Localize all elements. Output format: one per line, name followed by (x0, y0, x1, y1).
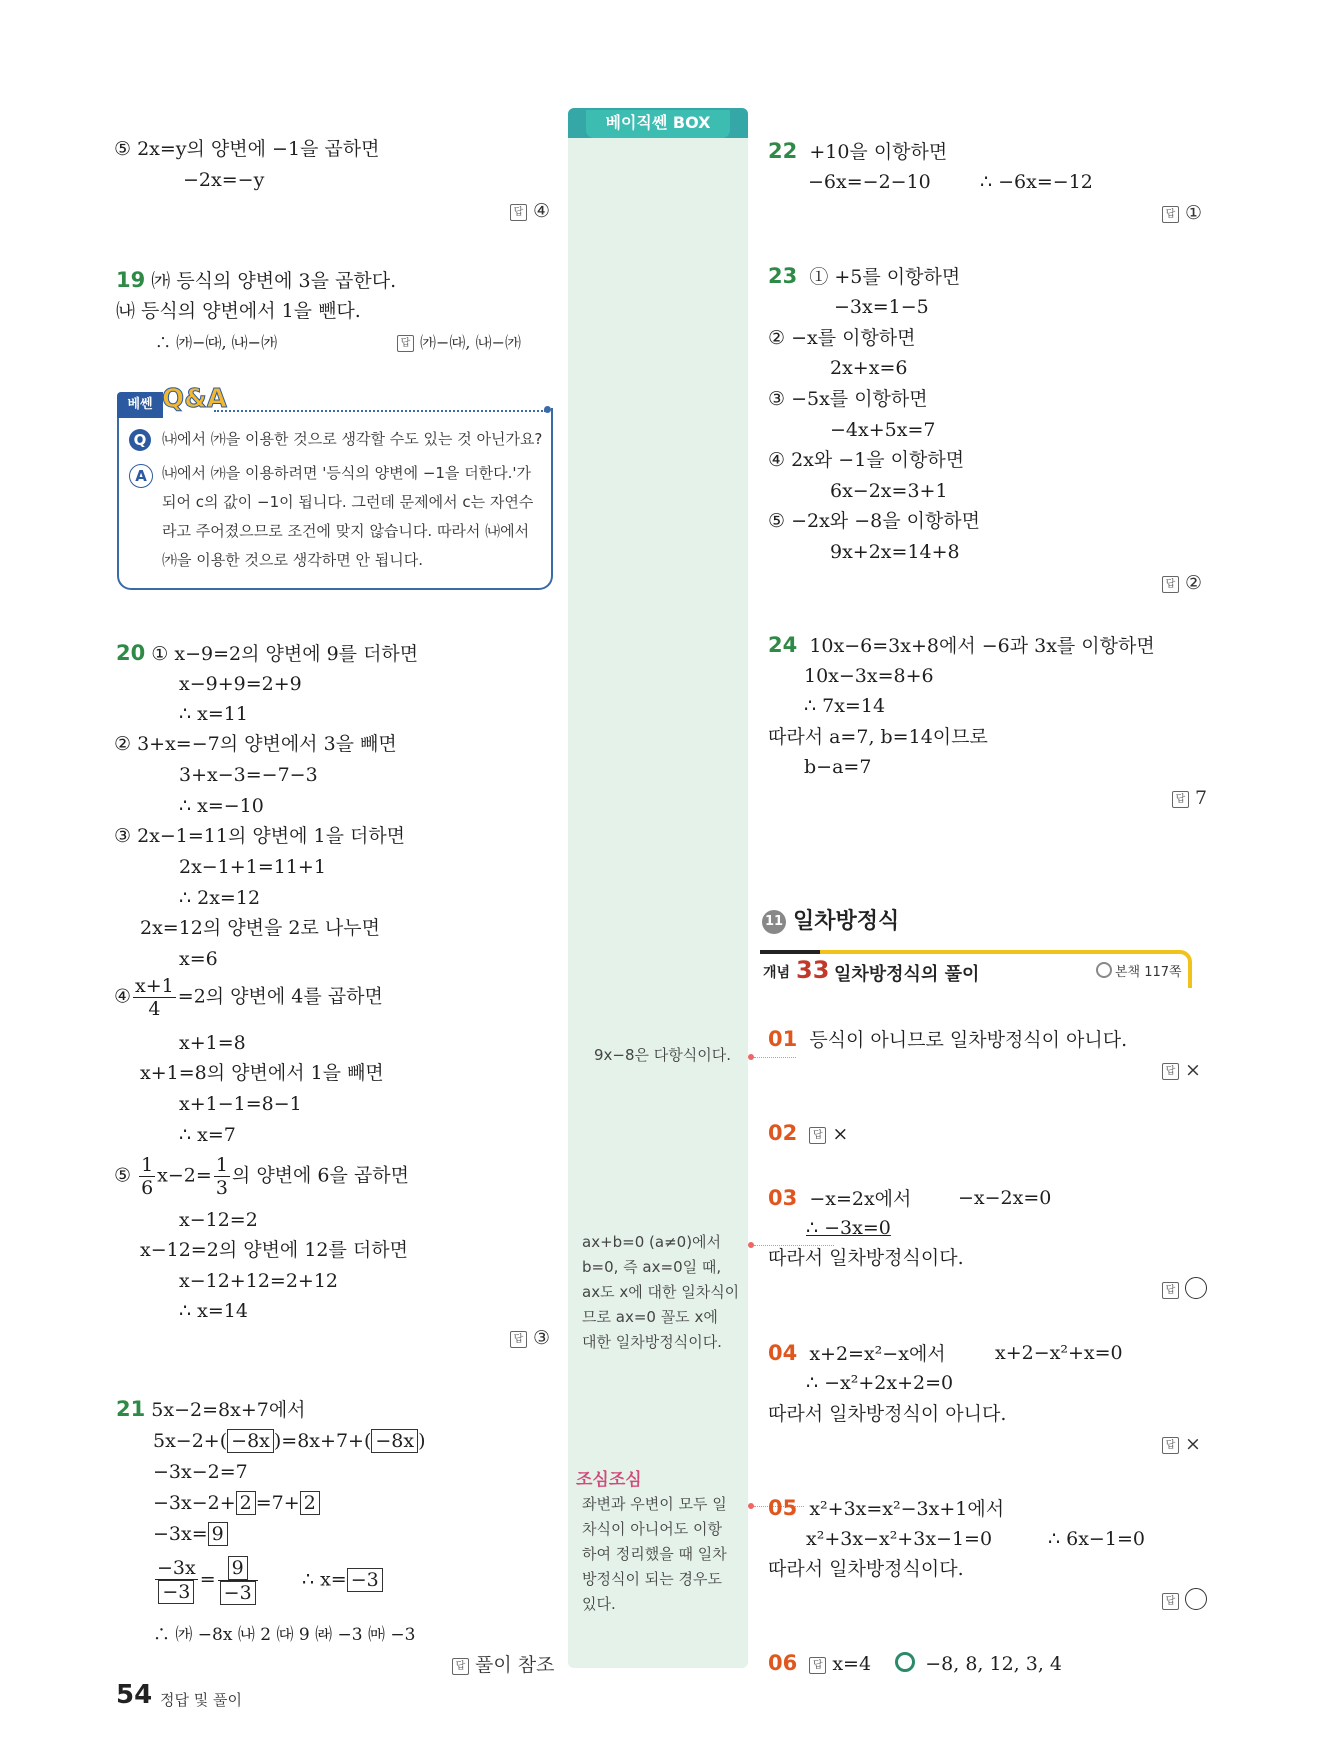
p20-line19: x−12=2의 양변에 12를 더하면 (140, 1239, 408, 1261)
p21-line2: 5x−2+( −8x )=8x+7+( −8x ) (153, 1430, 426, 1452)
p23-line1: 23 ① +5를 이항하면 (768, 264, 961, 288)
q03-line1: 03 −x=2x에서 (768, 1186, 912, 1210)
side-note-column (568, 108, 748, 1668)
q05-answer (1162, 1587, 1207, 1613)
p21-line4: −3x−2+ 2 =7+ 2 (153, 1490, 320, 1516)
p22-line2: −6x=−2−10 (808, 171, 931, 193)
qa-answer-line2: 되어 c의 값이 −1이 됩니다. 그런데 문제에서 c는 자연수 (162, 493, 534, 511)
q01-answer: 답 × (1162, 1057, 1201, 1083)
q03-line2: ∴ −3x=0 (806, 1217, 891, 1239)
p18-line2: −2x=−y (183, 169, 265, 191)
q04-line3: 따라서 일차방정식이 아니다. (768, 1403, 1007, 1425)
q05-line3: 따라서 일차방정식이다. (768, 1558, 964, 1580)
p20-line5: 3+x−3=−7−3 (179, 764, 318, 786)
circle-mark-icon (1185, 1277, 1207, 1299)
qa-divider-dot (544, 406, 551, 413)
q05-line2b: ∴ 6x−1=0 (1048, 1528, 1145, 1550)
qa-divider (214, 410, 546, 412)
p18-line1: ⑤ 2x=y의 양변에 −1을 곱하면 (114, 138, 380, 160)
p20-line4: ② 3+x=−7의 양변에서 3을 빼면 (114, 733, 397, 755)
answer-icon: 답 (452, 1658, 469, 1675)
q03-line1b: −x−2x=0 (958, 1187, 1052, 1209)
q06-line: 06 답 x=4 −8, 8, 12, 3, 4 (768, 1651, 1063, 1675)
answer-icon: 답 (510, 204, 527, 221)
answer-icon: 답 (1162, 1282, 1179, 1299)
page-number: 54 (116, 1680, 153, 1710)
magnifier-icon (895, 1652, 915, 1672)
p24-line1: 24 10x−6=3x+8에서 −6과 3x를 이항하면 (768, 633, 1155, 657)
p21-final: ∴ ㈎ −8x ㈏ 2 ㈐ 9 ㈑ −3 ㈒ −3 (153, 1625, 416, 1645)
caution-title: 조심조심 (576, 1470, 642, 1490)
fraction: $\frac{x+1}{4}$ (135, 975, 174, 1020)
p19-line3: ∴ ㈎−㈐, ㈏−㈎ (155, 333, 278, 352)
p23-line4: 2x+x=6 (830, 357, 908, 379)
qa-title: Q&A (162, 384, 227, 414)
answer-icon: 답 (397, 335, 414, 352)
q03-line3: 따라서 일차방정식이다. (768, 1247, 964, 1269)
p24-line5: b−a=7 (804, 756, 872, 778)
p20-line9: ∴ 2x=12 (179, 887, 261, 909)
p20-line14: x+1=8의 양변에서 1을 빼면 (140, 1062, 384, 1084)
q01-line: 01 등식이 아니므로 일차방정식이 아니다. (768, 1027, 1128, 1051)
p20-line11: x=6 (179, 948, 218, 970)
p20-line15: x+1−1=8−1 (179, 1093, 302, 1115)
p22-line2b: ∴ −6x=−12 (980, 171, 1093, 193)
q05-line2: x²+3x−x²+3x−1=0 (806, 1528, 993, 1550)
p21-line3: −3x−2=7 (153, 1461, 248, 1483)
p20-answer: 답 ③ (510, 1325, 550, 1351)
problem-number: 20 (116, 641, 146, 665)
problem-number: 21 (116, 1397, 146, 1421)
p22-line1: 22 +10을 이항하면 (768, 139, 948, 163)
problem-number: 24 (768, 633, 798, 657)
q02-line: 02 답 × (768, 1121, 849, 1145)
p22-answer: 답 ① (1162, 200, 1202, 226)
p20-line1: 20 ① x−9=2의 양변에 9를 더하면 (116, 641, 419, 665)
p23-line2: −3x=1−5 (834, 296, 929, 318)
p19-line2: ㈏ 등식의 양변에서 1을 뺀다. (116, 300, 361, 322)
p21-answer: 답 풀이 참조 (452, 1652, 554, 1678)
side-note-1: 9x−8은 다항식이다. (594, 1046, 732, 1064)
section-number: 11 (762, 910, 786, 934)
problem-number: 02 (768, 1121, 798, 1145)
answer-icon: 답 (1172, 791, 1189, 808)
p21-line1: 21 5x−2=8x+7에서 (116, 1397, 306, 1421)
side-note-2: ax+b=0 (a≠0)에서 b=0, 즉 ax=0일 때, ax도 x에 대한 일차식이 므로 ax=0 꼴도 x에 대한 일차방정식이다. (582, 1233, 740, 1351)
concept-number: 33 (796, 956, 830, 984)
p24-answer: 답 7 (1172, 785, 1207, 811)
p20-line2: x−9+9=2+9 (179, 673, 302, 695)
answer-icon: 답 (1162, 1063, 1179, 1080)
p20-line16: ∴ x=7 (179, 1124, 236, 1146)
page-label: 정답 및 풀이 (160, 1691, 242, 1709)
p24-line3: ∴ 7x=14 (804, 695, 886, 717)
p21-line6: $\frac{-3x}{-3}$ = $\frac{9}{-3}$ ∴ x= −3 (153, 1556, 383, 1605)
concept-label: 개념 (763, 965, 791, 981)
answer-letter-icon: A (129, 464, 153, 488)
p23-answer: 답 ② (1162, 570, 1202, 596)
problem-number: 06 (768, 1651, 798, 1675)
p23-line3: ② −x를 이항하면 (768, 327, 916, 349)
q04-line2: ∴ −x²+2x+2=0 (806, 1372, 954, 1394)
p20-line13: x+1=8 (179, 1032, 246, 1054)
answer-icon: 답 (1162, 576, 1179, 593)
caution-note: 좌변과 우변이 모두 일 차식이 아니어도 이항 하여 정리했을 때 일차 방정식이 되는 경우도 있다. (582, 1495, 727, 1613)
qa-answer-line3: 라고 주어졌으므로 조건에 맞지 않습니다. 따라서 ㈏에서 (162, 522, 530, 540)
p23-line10: 9x+2x=14+8 (830, 541, 960, 563)
question-icon: Q (129, 429, 151, 451)
problem-number: 05 (768, 1496, 798, 1520)
answer-icon: 답 (510, 1331, 527, 1348)
qa-answer-line4: ㈎을 이용한 것으로 생각하면 안 됩니다. (162, 551, 423, 569)
q03-answer (1162, 1276, 1207, 1302)
p20-line3: ∴ x=11 (179, 703, 248, 725)
problem-number: 23 (768, 264, 798, 288)
p24-line4: 따라서 a=7, b=14이므로 (768, 726, 988, 748)
p20-line12: ④ $\frac{x+1}{4}$ =2의 양변에 4를 곱하면 (114, 975, 383, 1020)
problem-number: 22 (768, 139, 798, 163)
p20-line21: ∴ x=14 (179, 1300, 248, 1322)
q04-line1: 04 x+2=x²−x에서 (768, 1341, 946, 1365)
concept-header-accent (760, 950, 820, 954)
p20-line17: ⑤ $\frac{1}{6}$ x−2= $\frac{1}{3}$ 의 양변에 6을 곱하면 (114, 1154, 409, 1199)
p20-line6: ∴ x=−10 (179, 795, 264, 817)
answer-icon: 답 (809, 1127, 826, 1144)
p20-line10: 2x=12의 양변을 2로 나누면 (140, 917, 380, 939)
q04-line1b: x+2−x²+x=0 (995, 1342, 1123, 1364)
p20-line8: 2x−1+1=11+1 (179, 856, 326, 878)
p23-line7: ④ 2x와 −1을 이항하면 (768, 449, 965, 471)
answer-icon: 답 (1162, 206, 1179, 223)
answer-icon: 답 (809, 1657, 826, 1674)
box-title: 베이직쎈 BOX (586, 110, 730, 138)
answer-icon: 답 (1162, 1593, 1179, 1610)
p18-answer: 답 ④ (510, 198, 550, 224)
p20-line18: x−12=2 (179, 1209, 258, 1231)
answer-icon: 답 (1162, 1437, 1179, 1454)
note-connector (754, 1057, 796, 1058)
textbook-reference: 본책 117쪽 (1096, 961, 1182, 980)
concept-title: 일차방정식의 풀이 (834, 964, 980, 985)
p21-line5: −3x= 9 (153, 1521, 228, 1547)
problem-number: 04 (768, 1341, 798, 1365)
q04-answer: 답 × (1162, 1431, 1201, 1457)
p19-answer: 답 ㈎−㈐, ㈏−㈎ (397, 330, 521, 356)
problem-number: 03 (768, 1186, 798, 1210)
p23-line9: ⑤ −2x와 −8을 이항하면 (768, 510, 981, 532)
p20-line7: ③ 2x−1=11의 양변에 1을 더하면 (114, 825, 406, 847)
qa-question: ㈏에서 ㈎을 이용한 것으로 생각할 수도 있는 것 아닌가요? (162, 430, 543, 448)
problem-number: 01 (768, 1027, 798, 1051)
p23-line5: ③ −5x를 이항하면 (768, 388, 928, 410)
problem-number: 19 (116, 268, 146, 292)
q05-line1: 05 x²+3x=x²−3x+1에서 (768, 1496, 1005, 1520)
p20-line20: x−12+12=2+12 (179, 1270, 339, 1292)
circle-mark-icon (1185, 1588, 1207, 1610)
reference-arrow-icon (1096, 962, 1112, 978)
section-title: 일차방정식 (793, 909, 900, 934)
qa-tag: 베쎈 (117, 392, 163, 418)
p24-line2: 10x−3x=8+6 (804, 665, 934, 687)
p23-line6: −4x+5x=7 (830, 419, 936, 441)
qa-answer-line1: ㈏에서 ㈎을 이용하려면 '등식의 양변에 −1을 더한다.'가 (162, 464, 532, 482)
p23-line8: 6x−2x=3+1 (830, 480, 948, 502)
p19-line1: 19 ㈎ 등식의 양변에 3을 곱한다. (116, 268, 397, 292)
